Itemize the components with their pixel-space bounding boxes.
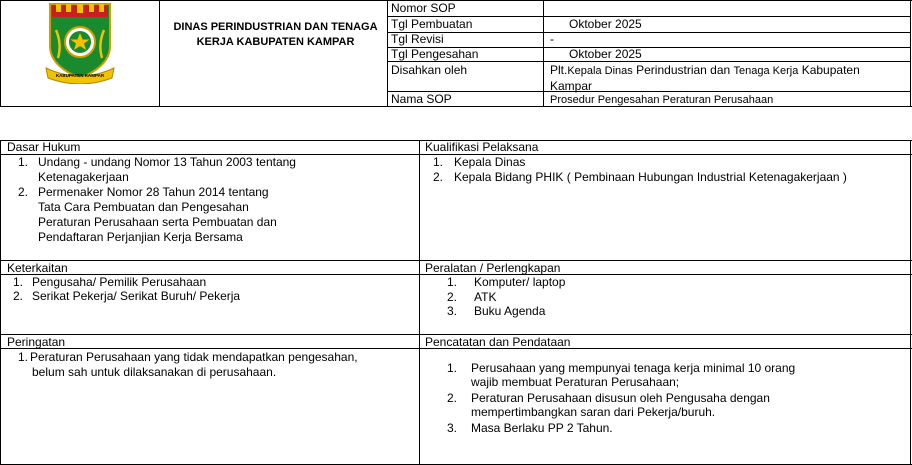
list-item-line: mempertimbangkan saran dari Pekerja/buruh. xyxy=(471,405,716,419)
value-disahkan-oleh: Plt.Kepala Dinas Perindustrian dan Tenaga Kerja Kabupaten Kampar xyxy=(550,63,860,93)
list-item-number: 2. xyxy=(13,289,24,303)
pencatatan-title: Pencatatan dan Pendataan xyxy=(425,335,571,349)
list-item-number: 3. xyxy=(447,304,458,318)
list-item-line: Undang - undang Nomor 13 Tahun 2003 tentang xyxy=(38,155,296,169)
list-item-number: 1. xyxy=(433,155,444,169)
list-item-number: 1. xyxy=(447,361,458,375)
label-disahkan-oleh: Disahkan oleh xyxy=(391,63,468,77)
list-item-line: wajib membuat Peraturan Perusahaan; xyxy=(471,375,680,389)
list-item-line: Ketenagakerjaan xyxy=(38,170,129,184)
label-tgl-revisi: Tgl Revisi xyxy=(391,32,444,46)
list-item-text: Kepala Bidang PHIK ( Pembinaan Hubungan Industrial Ketenagakerjaan ) xyxy=(454,170,847,184)
kualifikasi-title: Kualifikasi Pelaksana xyxy=(425,140,539,154)
list-item-number: 1. xyxy=(447,275,458,289)
list-item-number: 2. xyxy=(433,170,444,184)
list-item-line: Masa Berlaku PP 2 Tahun. xyxy=(471,421,613,435)
list-item-text: Buku Agenda xyxy=(474,304,546,318)
value-nama-sop: Prosedur Pengesahan Peraturan Perusahaan xyxy=(550,94,774,106)
list-item-line: belum sah untuk dilaksanakan di perusahaan. xyxy=(32,365,277,379)
label-nomor-sop: Nomor SOP xyxy=(391,1,456,15)
logo-caption: KABUPATEN KAMPAR xyxy=(55,73,105,78)
list-item-number: 1. xyxy=(13,275,24,289)
value-tgl-pengesahan: Oktober 2025 xyxy=(569,47,642,61)
list-item-line: Peraturan Perusahaan yang tidak mendapatkan pengesahan, xyxy=(30,350,358,364)
value-tgl-pembuatan: Oktober 2025 xyxy=(569,17,642,31)
list-item-text: Serikat Pekerja/ Serikat Buruh/ Pekerja xyxy=(32,289,241,303)
list-item-line: Pendaftaran Perjanjian Kerja Bersama xyxy=(38,230,243,244)
list-item-number: 2. xyxy=(447,391,458,405)
label-tgl-pengesahan: Tgl Pengesahan xyxy=(391,47,479,61)
list-item-number: 3. xyxy=(447,421,458,435)
list-item-number: 1. xyxy=(18,350,29,364)
list-item-number: 1. xyxy=(18,155,29,169)
list-item-line: Peraturan Perusahaan disusun oleh Pengusaha dengan xyxy=(471,391,770,405)
list-item-line: Tata Cara Pembuatan dan Pengesahan xyxy=(38,200,249,214)
label-nama-sop: Nama SOP xyxy=(391,92,452,106)
institution-title: DINAS PERINDUSTRIAN DAN TENAGA KERJA KABUPATEN KAMPAR xyxy=(173,21,378,48)
label-tgl-pembuatan: Tgl Pembuatan xyxy=(391,17,473,31)
peralatan-title: Peralatan / Perlengkapan xyxy=(425,261,561,275)
dasar-hukum-title: Dasar Hukum xyxy=(7,140,81,154)
list-item-text: Pengusaha/ Pemilik Perusahaan xyxy=(32,275,207,289)
list-item-text: Komputer/ laptop xyxy=(474,275,566,289)
list-item-text: Kepala Dinas xyxy=(454,155,526,169)
value-tgl-revisi: - xyxy=(550,32,554,46)
peringatan-title: Peringatan xyxy=(7,335,66,349)
list-item-line: Peraturan Perusahaan serta Pembuatan dan xyxy=(38,215,277,229)
kampar-regency-logo xyxy=(40,0,120,84)
list-item-number: 2. xyxy=(18,185,29,199)
list-item-line: Perusahaan yang mempunyai tenaga kerja minimal 10 orang xyxy=(471,361,796,375)
list-item-number: 2. xyxy=(447,290,458,304)
list-item-line: Permenaker Nomor 28 Tahun 2014 tentang xyxy=(38,185,269,199)
keterkaitan-title: Keterkaitan xyxy=(7,261,68,275)
list-item-text: ATK xyxy=(474,290,497,304)
